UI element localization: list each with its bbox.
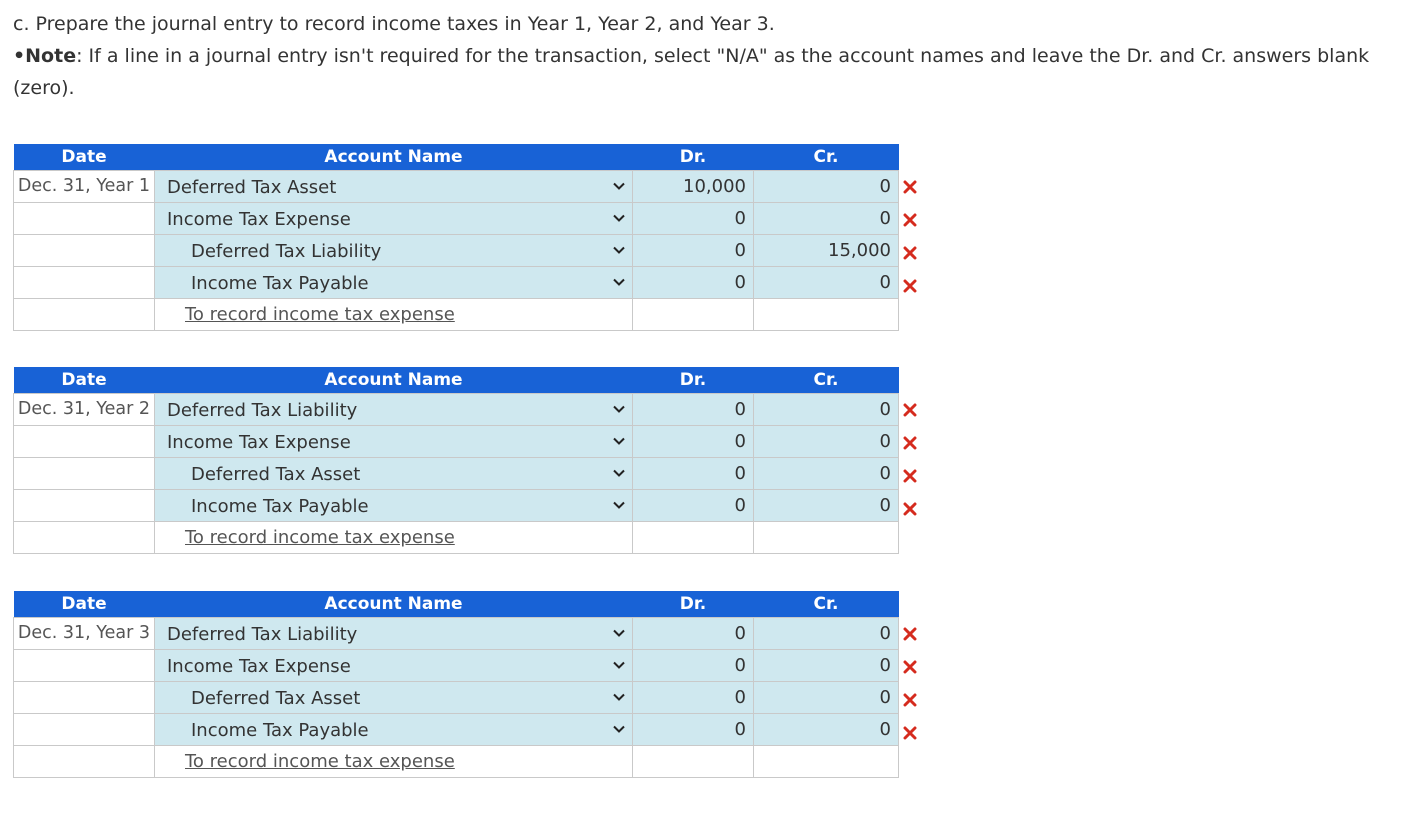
account-name: Deferred Tax Asset [191, 464, 361, 485]
journal-table-3 [13, 591, 899, 778]
account-name: Income Tax Payable [191, 720, 369, 741]
date-cell-empty [14, 650, 155, 682]
account-name: Income Tax Expense [167, 656, 351, 677]
debit-input[interactable]: 0 [633, 682, 754, 714]
journal-row [14, 394, 899, 426]
memo-row [14, 522, 899, 554]
account-name: Income Tax Payable [191, 273, 369, 294]
entry-date: Dec. 31, Year 3 [14, 618, 155, 650]
debit-header: Dr. [633, 144, 754, 171]
note-bullet: • [13, 45, 26, 67]
credit-input[interactable]: 0 [754, 650, 899, 682]
debit-input[interactable]: 0 [633, 618, 754, 650]
date-cell-empty [14, 299, 155, 331]
incorrect-x-icon [903, 627, 917, 641]
credit-input[interactable]: 0 [754, 394, 899, 426]
date-cell-empty [14, 714, 155, 746]
date-cell-empty [14, 458, 155, 490]
chevron-down-icon[interactable] [612, 722, 626, 736]
account-select[interactable] [155, 458, 633, 490]
debit-input[interactable]: 0 [633, 458, 754, 490]
account-name: Deferred Tax Liability [191, 241, 382, 262]
account-select[interactable] [155, 714, 633, 746]
credit-cell-empty [754, 522, 899, 554]
incorrect-x-icon [903, 213, 917, 227]
incorrect-x-icon [903, 726, 917, 740]
journal-row [14, 203, 899, 235]
chevron-down-icon[interactable] [612, 179, 626, 193]
journal-row [14, 714, 899, 746]
memo-link[interactable]: To record income tax expense [185, 304, 455, 325]
debit-input[interactable]: 10,000 [633, 171, 754, 203]
account-name: Deferred Tax Liability [167, 624, 358, 645]
account-name: Income Tax Expense [167, 432, 351, 453]
instruction-line: c. Prepare the journal entry to record income taxes in Year 1, Year 2, and Year 3. [13, 13, 775, 35]
account-select[interactable] [155, 426, 633, 458]
account-name: Income Tax Payable [191, 496, 369, 517]
date-cell-empty [14, 746, 155, 778]
credit-cell-empty [754, 299, 899, 331]
date-cell-empty [14, 426, 155, 458]
date-header: Date [14, 367, 155, 394]
chevron-down-icon[interactable] [612, 498, 626, 512]
account-select[interactable] [155, 235, 633, 267]
memo-row [14, 299, 899, 331]
credit-input[interactable]: 0 [754, 203, 899, 235]
journal-row [14, 682, 899, 714]
journal-row [14, 650, 899, 682]
account-name-header: Account Name [155, 144, 633, 171]
chevron-down-icon[interactable] [612, 466, 626, 480]
incorrect-x-icon [903, 246, 917, 260]
date-cell-empty [14, 267, 155, 299]
date-header: Date [14, 144, 155, 171]
debit-input[interactable]: 0 [633, 650, 754, 682]
journal-row [14, 426, 899, 458]
memo-link[interactable]: To record income tax expense [185, 527, 455, 548]
journal-table-1 [13, 144, 899, 331]
account-name-header: Account Name [155, 367, 633, 394]
account-select[interactable] [155, 682, 633, 714]
debit-input[interactable]: 0 [633, 490, 754, 522]
entry-date: Dec. 31, Year 2 [14, 394, 155, 426]
chevron-down-icon[interactable] [612, 402, 626, 416]
incorrect-x-icon [903, 469, 917, 483]
memo-cell [155, 746, 633, 778]
account-name: Income Tax Expense [167, 209, 351, 230]
journal-row [14, 458, 899, 490]
note-label: Note [25, 45, 77, 67]
memo-link[interactable]: To record income tax expense [185, 751, 455, 772]
incorrect-x-icon [903, 660, 917, 674]
account-select[interactable] [155, 490, 633, 522]
chevron-down-icon[interactable] [612, 275, 626, 289]
journal-table-2 [13, 367, 899, 554]
journal-row [14, 490, 899, 522]
chevron-down-icon[interactable] [612, 434, 626, 448]
note-text: : If a line in a journal entry isn't required for the transaction, select "N/A" as the account names and leave the Dr. and Cr. answers blank (zero). [13, 45, 1370, 99]
account-name: Deferred Tax Liability [167, 400, 358, 421]
chevron-down-icon[interactable] [612, 690, 626, 704]
incorrect-x-icon [903, 403, 917, 417]
credit-header: Cr. [754, 144, 899, 171]
debit-header: Dr. [633, 367, 754, 394]
note-line [13, 40, 1403, 104]
credit-input[interactable]: 15,000 [754, 235, 899, 267]
debit-input[interactable]: 0 [633, 394, 754, 426]
account-name: Deferred Tax Asset [167, 177, 337, 198]
incorrect-x-icon [903, 436, 917, 450]
debit-input[interactable]: 0 [633, 426, 754, 458]
account-select[interactable] [155, 267, 633, 299]
date-header: Date [14, 591, 155, 618]
account-name: Deferred Tax Asset [191, 688, 361, 709]
credit-input[interactable]: 0 [754, 490, 899, 522]
debit-input[interactable]: 0 [633, 203, 754, 235]
account-select[interactable] [155, 394, 633, 426]
instructions [13, 8, 1403, 104]
credit-input[interactable]: 0 [754, 618, 899, 650]
account-select[interactable] [155, 203, 633, 235]
account-select[interactable] [155, 171, 633, 203]
debit-header: Dr. [633, 591, 754, 618]
debit-input[interactable]: 0 [633, 235, 754, 267]
debit-cell-empty [633, 746, 754, 778]
credit-input[interactable]: 0 [754, 682, 899, 714]
credit-input[interactable]: 0 [754, 458, 899, 490]
date-cell-empty [14, 682, 155, 714]
credit-header: Cr. [754, 367, 899, 394]
debit-input[interactable]: 0 [633, 267, 754, 299]
incorrect-x-icon [903, 693, 917, 707]
incorrect-x-icon [903, 502, 917, 516]
date-cell-empty [14, 490, 155, 522]
journal-row [14, 267, 899, 299]
journal-row [14, 235, 899, 267]
credit-input[interactable]: 0 [754, 714, 899, 746]
account-select[interactable] [155, 618, 633, 650]
incorrect-x-icon [903, 180, 917, 194]
date-cell-empty [14, 522, 155, 554]
debit-cell-empty [633, 522, 754, 554]
credit-input[interactable]: 0 [754, 267, 899, 299]
credit-input[interactable]: 0 [754, 171, 899, 203]
chevron-down-icon[interactable] [612, 243, 626, 257]
debit-cell-empty [633, 299, 754, 331]
credit-header: Cr. [754, 591, 899, 618]
credit-cell-empty [754, 746, 899, 778]
account-select[interactable] [155, 650, 633, 682]
date-cell-empty [14, 235, 155, 267]
journal-row [14, 618, 899, 650]
memo-row [14, 746, 899, 778]
chevron-down-icon[interactable] [612, 626, 626, 640]
account-name-header: Account Name [155, 591, 633, 618]
date-cell-empty [14, 203, 155, 235]
credit-input[interactable]: 0 [754, 426, 899, 458]
chevron-down-icon[interactable] [612, 658, 626, 672]
incorrect-x-icon [903, 279, 917, 293]
entry-date: Dec. 31, Year 1 [14, 171, 155, 203]
memo-cell [155, 299, 633, 331]
memo-cell [155, 522, 633, 554]
journal-row [14, 171, 899, 203]
chevron-down-icon[interactable] [612, 211, 626, 225]
debit-input[interactable]: 0 [633, 714, 754, 746]
